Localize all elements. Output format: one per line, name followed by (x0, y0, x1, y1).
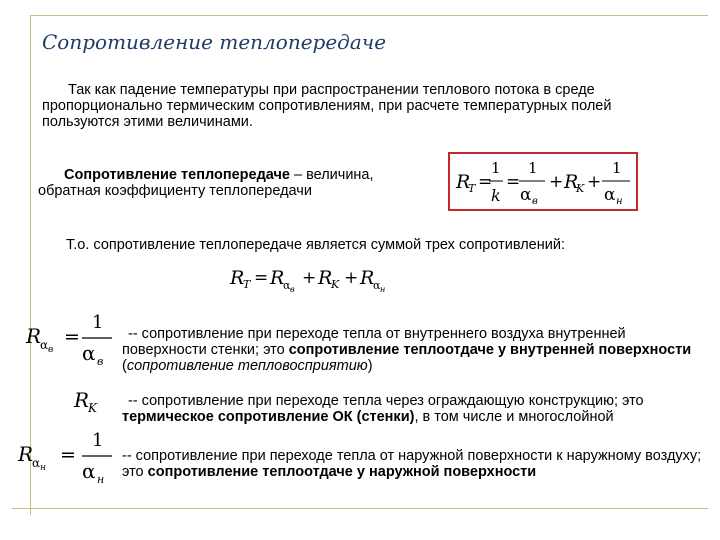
rt-sum-alpha-n: α (373, 279, 381, 292)
ralpha-n-one: 1 (92, 430, 104, 451)
definition-line-2 (38, 183, 312, 199)
rt-sum-sub-v: в (290, 285, 295, 294)
item-wall-resistance (122, 393, 702, 425)
rt-def-plus1: + (549, 172, 564, 192)
rt-def-one-2: 1 (528, 159, 538, 177)
ralpha-n-den-sub: н (97, 473, 105, 486)
rt-sum-alpha-v: α (283, 279, 291, 292)
ralpha-v-r: R (26, 324, 42, 348)
sum-statement (66, 237, 565, 253)
rt-definition-formula (450, 154, 636, 209)
ralpha-n-eq: = (60, 444, 76, 466)
ralpha-v-formula (22, 308, 118, 370)
item-1-italic: сопротивление тепловосприятию (126, 358, 368, 374)
ralpha-n-alpha: α (32, 456, 41, 470)
rt-sum-k: K (331, 278, 340, 291)
definition-rest: – величина, (289, 167, 374, 183)
rt-def-alpha-n: α (604, 185, 616, 205)
definition-term: Сопротивление теплопередаче (64, 167, 290, 183)
item-2-bold: термическое сопротивление ОК (стенки) (122, 409, 415, 425)
intro-text: Так как падение температуры при распространении теплового потока в среде пропорционально термическим сопротивлениям, при расчете температурных полей пользуются этими величинами. (42, 82, 612, 130)
rt-sum-t: T (243, 278, 251, 291)
rk-sub: K (88, 401, 97, 415)
item-2-rest: , в том числе и многослойной (414, 409, 614, 425)
rt-def-k: k (491, 186, 501, 205)
item-1-bold: сопротивление теплоотдаче у внутренней поверхности (288, 342, 692, 358)
rk-formula (70, 384, 110, 418)
rt-sum-formula (228, 262, 428, 296)
rt-def-r: R (456, 171, 471, 193)
rt-sum-r1: R (230, 267, 245, 289)
definition-line-1 (64, 167, 374, 183)
rt-def-plus2: + (587, 172, 602, 192)
rt-sum-plus1: + (302, 268, 317, 288)
item-outer-resistance (122, 448, 702, 480)
item-2-text: -- сопротивление при переходе тепла через ограждающую конструкцию; это (128, 393, 644, 409)
rt-def-sub-v: в (532, 196, 538, 207)
definition-line-2-text: обратная коэффициенту теплопередачи (38, 183, 312, 199)
rt-sum-sub-n: н (380, 285, 386, 294)
rk-r: R (74, 388, 90, 412)
item-1-open: ( (122, 358, 127, 374)
item-1-close: ) (367, 358, 373, 374)
slide-title: Сопротивление теплопередаче (42, 30, 387, 54)
ralpha-n-den-alpha: α (82, 459, 96, 483)
rt-sum-r2: R (270, 267, 285, 289)
sum-statement-text: Т.о. сопротивление теплопередаче является суммой трех сопротивлений: (66, 237, 565, 253)
rt-def-one-3: 1 (612, 159, 622, 177)
ralpha-v-one: 1 (92, 312, 104, 333)
rt-def-sub-n: н (616, 196, 623, 207)
ralpha-v-den-sub: в (97, 355, 104, 368)
rt-sum-plus2: + (344, 268, 359, 288)
rt-def-t: T (468, 182, 476, 195)
ralpha-v-alpha: α (40, 338, 49, 352)
rt-def-eq2: = (506, 172, 521, 192)
frame-bottom-line (12, 508, 708, 509)
rt-sum-r4: R (360, 267, 375, 289)
rt-sum-eq: = (254, 268, 269, 288)
item-3-bold: сопротивление теплоотдаче у наружной поверхности (147, 464, 537, 480)
rt-def-k-sub: K (576, 182, 585, 195)
ralpha-v-den-alpha: α (82, 341, 96, 365)
item-3-text: -- сопротивление при переходе тепла от наружной поверхности к наружному воздуху; это (122, 448, 702, 480)
ralpha-n-r: R (18, 442, 34, 466)
rt-def-rk: R (564, 171, 579, 193)
intro-paragraph (42, 82, 682, 130)
rt-def-alpha-v: α (520, 185, 532, 205)
rt-definition-formula-box (448, 152, 638, 211)
item-inner-resistance (122, 326, 692, 374)
ralpha-n-alpha-sub: н (40, 463, 46, 473)
ralpha-n-formula (14, 424, 118, 486)
rt-sum-r3: R (318, 267, 333, 289)
frame-top-line (30, 15, 708, 16)
ralpha-v-alpha-sub: в (48, 345, 54, 355)
rt-def-eq1: = (478, 172, 493, 192)
item-1-text: -- сопротивление при переходе тепла от внутреннего воздуха внутренней поверхности стенки; это (122, 326, 626, 358)
rt-def-one-1: 1 (491, 159, 501, 177)
ralpha-v-eq: = (64, 326, 80, 348)
